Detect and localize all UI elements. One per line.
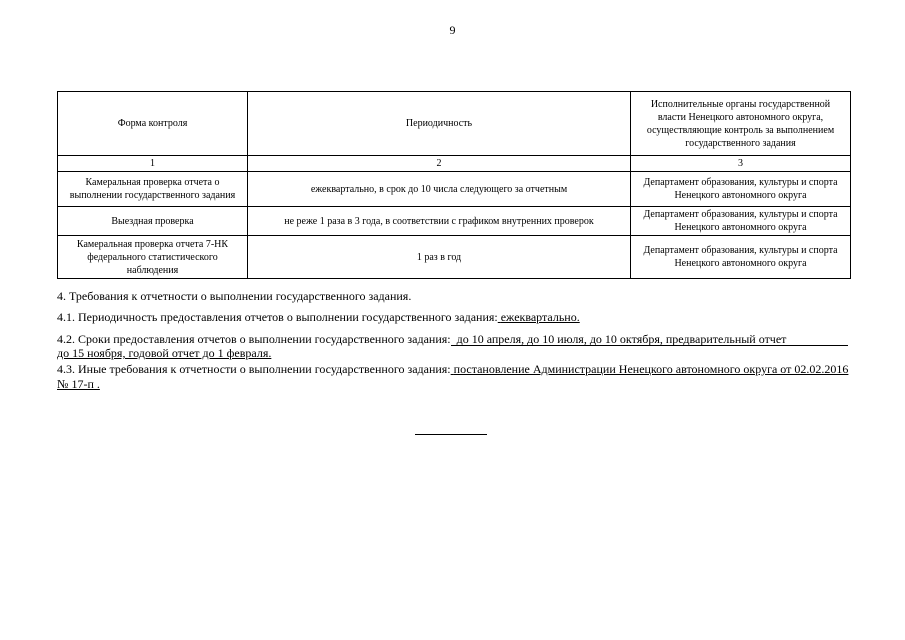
- cell-line: 1 раз в год: [416, 251, 462, 263]
- paragraph-4-1-value: ежеквартально.: [500, 310, 580, 324]
- table-row: [58, 172, 851, 207]
- column-number: 2: [248, 156, 631, 172]
- cell-line: Ненецкого автономного округа: [674, 258, 807, 269]
- table-header-periodicity: [248, 92, 631, 156]
- paragraph-4-2-line-1: [57, 332, 848, 346]
- cell-form: [58, 236, 248, 279]
- paragraph-4-3-line-1: [57, 362, 848, 376]
- cell-periodicity: [248, 172, 631, 207]
- page-number: 9: [449, 23, 456, 37]
- cell-line: власти Ненецкого автономного округа,: [657, 111, 824, 123]
- paragraph-4-3-value-line-1: постановление Администрации Ненецкого автономного округа от 02.02.2016: [453, 362, 849, 376]
- cell-line: ежеквартально, в срок до 10 числа следующего за отчетным: [310, 183, 568, 195]
- table-column-number-row: [58, 156, 851, 172]
- table-header-form: [58, 92, 248, 156]
- table-header-row: [58, 92, 851, 156]
- cell-line: федерального статистического: [87, 251, 218, 263]
- paragraph-4-3-value-wrap: [451, 362, 849, 376]
- cell-line: Ненецкого автономного округа: [674, 222, 807, 233]
- cell-periodicity: [248, 236, 631, 279]
- cell-line: осуществляющие контроль за выполнением: [646, 124, 835, 136]
- table-row: [58, 207, 851, 236]
- cell-line: Исполнительные органы государственной: [650, 98, 831, 110]
- paragraph-4-1-label: 4.1. Периодичность предоставления отчетов о выполнении государственного задания:: [57, 310, 498, 324]
- cell-authority: [631, 172, 851, 207]
- paragraph-4-1-value-wrap: [498, 310, 580, 324]
- paragraph-4-2-line-2: [57, 346, 271, 360]
- paragraph-4-2-label: 4.2. Сроки предоставления отчетов о выполнении государственного задания:: [57, 332, 451, 346]
- table-row: [58, 236, 851, 279]
- cell-line: Департамент образования, культуры и спорта: [643, 209, 838, 220]
- paragraph-4-3-line-2: [57, 377, 100, 391]
- cell-line: Камеральная проверка отчета о: [85, 177, 220, 188]
- cell-line: наблюдения: [126, 264, 179, 276]
- cell-line: выполнении государственного задания: [69, 190, 236, 201]
- paragraph-4-3-label: 4.3. Иные требования к отчетности о выполнении государственного задания:: [57, 362, 451, 376]
- paragraph-4-2-value-line-2: до 15 ноября, годовой отчет до 1 февраля.: [57, 346, 272, 360]
- cell-line: не реже 1 раза в 3 года, в соответствии с графиком внутренних проверок: [284, 215, 594, 227]
- cell-form: [58, 172, 248, 207]
- column-number: 3: [631, 156, 851, 172]
- cell-authority: [631, 236, 851, 279]
- cell-line: Камеральная проверка отчета 7-НК: [76, 238, 229, 250]
- section-4-title: 4. Требования к отчетности о выполнении государственного задания.: [57, 289, 412, 303]
- cell-periodicity: [248, 207, 631, 236]
- paragraph-4-1: [57, 310, 580, 324]
- cell-line: Департамент образования, культуры и спорта: [643, 177, 838, 188]
- cell-authority: [631, 207, 851, 236]
- cell-line: Выездная проверка: [111, 215, 194, 227]
- cell-form: [58, 207, 248, 236]
- closing-rule: [415, 434, 487, 435]
- cell-line: Форма контроля: [117, 118, 188, 129]
- table-header-authority: [631, 92, 851, 156]
- column-number: 1: [58, 156, 248, 172]
- control-table: [57, 91, 851, 279]
- cell-line: Ненецкого автономного округа: [674, 190, 807, 201]
- cell-line: Периодичность: [405, 118, 473, 129]
- paragraph-4-2-value-line-1: до 10 апреля, до 10 июля, до 10 октября, предварительный отчет: [451, 333, 848, 346]
- cell-line: государственного задания: [685, 137, 796, 149]
- paragraph-4-3-value-line-2: № 17-п .: [57, 377, 100, 391]
- cell-line: Департамент образования, культуры и спорта: [643, 245, 838, 256]
